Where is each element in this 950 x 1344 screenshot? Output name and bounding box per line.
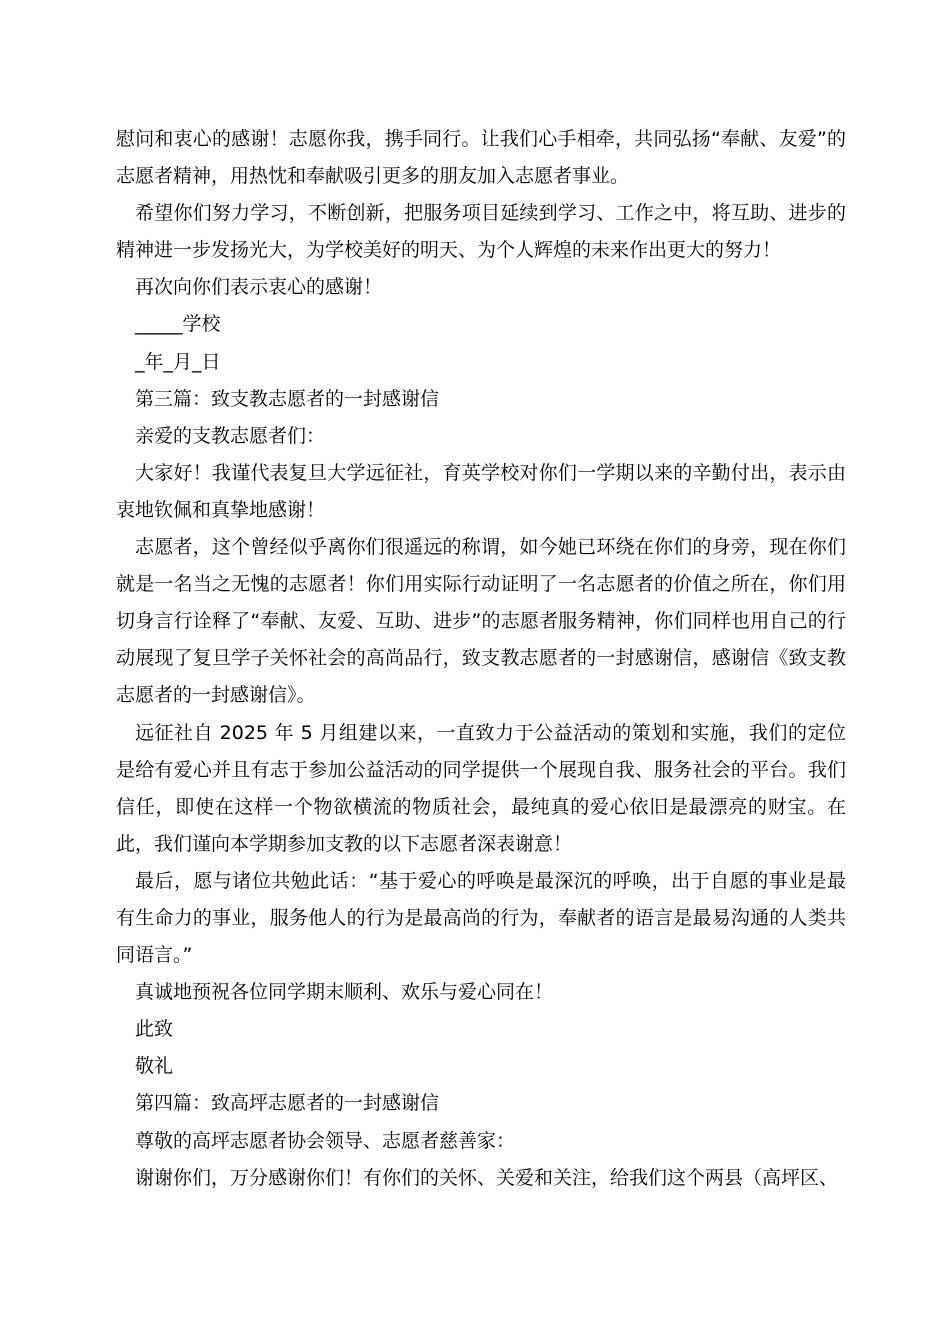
paragraph: 谢谢你们，万分感谢你们！有你们的关怀、关爱和关注，给我们这个两县（高坪区、 xyxy=(135,1166,839,1189)
closing: 此致 xyxy=(135,1018,174,1041)
paragraph: 再次向你们表示衷心的感谢！ xyxy=(135,276,383,299)
signature-school: _____学校 xyxy=(135,313,221,336)
paragraph: 大家好！我谨代表复旦大学远征社，育英学校对你们一学期以来的辛勤付出，表示由衷地钦佩和真挚地感谢！ xyxy=(116,461,846,521)
document-body xyxy=(116,121,846,1197)
section-heading: 第三篇：致支教志愿者的一封感谢信 xyxy=(135,387,440,410)
paragraph: 远征社自 2025 年 5 月组建以来，一直致力于公益活动的策划和实施，我们的定位是给有爱心并且有志于参加公益活动的同学提供一个展现自我、服务社会的平台。我们信任，即使在这样一个物欲横流的物质社会，最纯真的爱心依旧是最漂亮的财宝。在此，我们谨向本学期参加支教的以下志愿者深表谢意！ xyxy=(116,721,846,855)
salutation: 尊敬的高坪志愿者协会领导、志愿者慈善家： xyxy=(135,1129,516,1152)
paragraph: 真诚地预祝各位同学期末顺利、欢乐与爱心同在！ xyxy=(135,981,554,1004)
paragraph: 最后，愿与诸位共勉此话：“基于爱心的呼唤是最深沉的呼唤，出于自愿的事业是最有生命力的事业，服务他人的行为是最高尚的行为，奉献者的语言是最易沟通的人类共同语言。” xyxy=(116,869,846,967)
paragraph: 希望你们努力学习，不断创新，把服务项目延续到学习、工作之中，将互助、进步的精神进一步发扬光大，为学校美好的明天、为个人辉煌的未来作出更大的努力！ xyxy=(116,202,846,262)
closing: 敬礼 xyxy=(135,1055,174,1078)
paragraph: 志愿者，这个曾经似乎离你们很遥远的称谓，如今她已环绕在你们的身旁，现在你们就是一名当之无愧的志愿者！你们用实际行动证明了一名志愿者的价值之所在，你们用切身言行诠释了“奉献、友爱、互助、进步”的志愿者服务精神，你们同样也用自己的行动展现了复旦学子关怀社会的高尚品行，致支教志愿者的一封感谢信，感谢信《致支教志愿者的一封感谢信》。 xyxy=(116,536,846,707)
paragraph-continued: 慰问和衷心的感谢！志愿你我，携手同行。让我们心手相牵，共同弘扬“奉献、友爱”的志愿者精神，用热忱和奉献吸引更多的朋友加入志愿者事业。 xyxy=(116,128,846,188)
signature-date: _年_月_日 xyxy=(135,350,221,373)
salutation: 亲爱的支教志愿者们： xyxy=(135,424,326,447)
section-heading: 第四篇：致高坪志愿者的一封感谢信 xyxy=(135,1092,440,1115)
